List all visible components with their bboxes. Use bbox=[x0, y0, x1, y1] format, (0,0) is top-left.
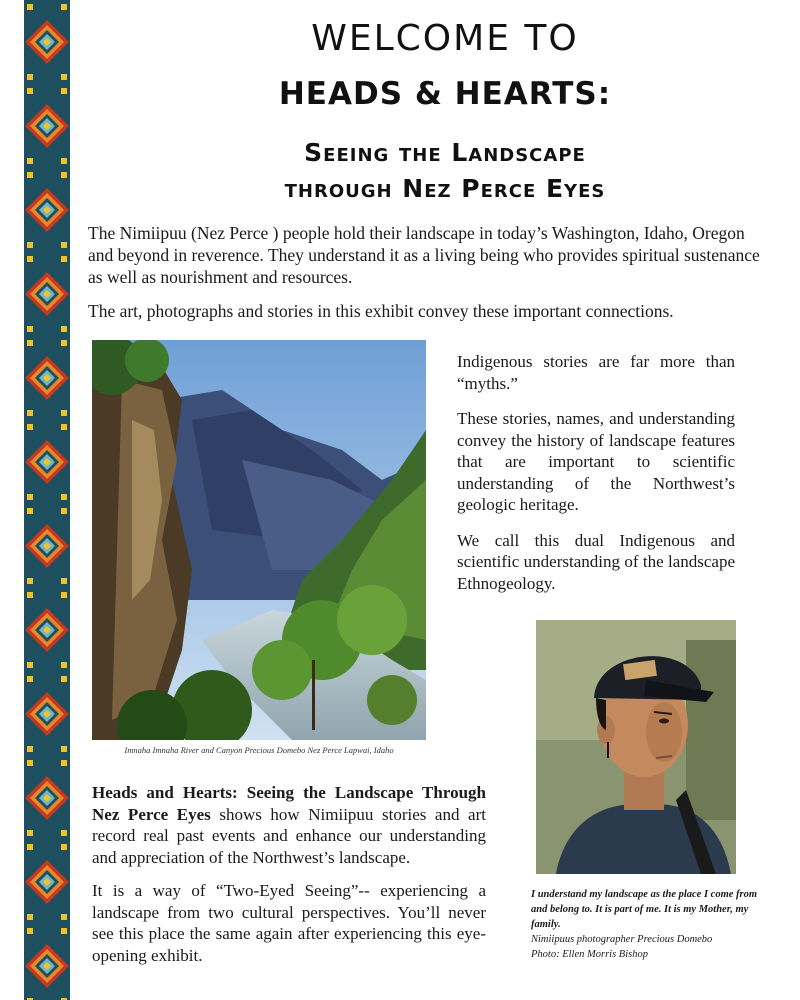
border-bead bbox=[61, 662, 67, 668]
right-paragraph-2: These stories, names, and understanding convey the history of landscape features that are important to scientific understanding of the Northwest’s geologic heritage. bbox=[457, 409, 735, 514]
border-bead bbox=[27, 88, 33, 94]
border-bead bbox=[61, 340, 67, 346]
border-bead bbox=[27, 172, 33, 178]
border-bead bbox=[61, 172, 67, 178]
border-bead bbox=[61, 4, 67, 10]
border-bead bbox=[27, 424, 33, 430]
bottom-paragraph-1 bbox=[92, 782, 486, 868]
portrait-image bbox=[536, 620, 736, 874]
border-bead bbox=[27, 74, 33, 80]
river-canyon-image bbox=[92, 340, 426, 740]
portrait-credit-photo: Photo: Ellen Morris Bishop bbox=[531, 949, 648, 960]
ethnogeology-text bbox=[457, 351, 735, 608]
border-bead bbox=[61, 746, 67, 752]
border-bead bbox=[27, 760, 33, 766]
border-bead bbox=[61, 914, 67, 920]
border-bead bbox=[27, 4, 33, 10]
border-bead bbox=[27, 746, 33, 752]
border-bead bbox=[27, 508, 33, 514]
right-paragraph-1: Indigenous stories are far more than “myths.” bbox=[457, 352, 735, 393]
portrait-quote: I understand my landscape as the place I come from and belong to. It is part of me. It is my Mother, my family. bbox=[531, 889, 758, 930]
portrait-photo bbox=[536, 620, 736, 874]
border-bead bbox=[27, 914, 33, 920]
border-bead bbox=[27, 242, 33, 248]
bottom-paragraph-1-rest: shows how Nimiipuu stories and art record real past events and enhance our understanding and appreciation of the Northwest’s landscape. bbox=[92, 804, 486, 867]
border-bead bbox=[27, 928, 33, 934]
intro-text bbox=[88, 222, 760, 334]
border-bead bbox=[61, 508, 67, 514]
subtitle-line-2: through Nez Perce Eyes bbox=[284, 174, 606, 203]
border-bead bbox=[61, 88, 67, 94]
border-bead bbox=[61, 844, 67, 850]
border-bead bbox=[61, 242, 67, 248]
exhibit-title: HEADS & HEARTS: bbox=[278, 76, 612, 112]
border-bead bbox=[61, 256, 67, 262]
border-bead bbox=[61, 830, 67, 836]
portrait-caption bbox=[531, 887, 761, 962]
border-bead bbox=[61, 494, 67, 500]
border-bead bbox=[27, 578, 33, 584]
border-bead bbox=[27, 326, 33, 332]
border-bead bbox=[61, 410, 67, 416]
river-photo-caption: Imnaha Imnaha River and Canyon Precious Domebo Nez Perce Lapwai, Idaho bbox=[124, 745, 394, 755]
exhibit-name-lead: Heads and Hearts: Seeing the Landscape Through Nez Perce Eyes bbox=[92, 783, 486, 824]
border-bead bbox=[27, 340, 33, 346]
border-bead bbox=[61, 424, 67, 430]
border-bead bbox=[27, 662, 33, 668]
right-paragraph-3: We call this dual Indigenous and scientific understanding of the landscape Ethnogeology. bbox=[457, 530, 735, 593]
intro-paragraph-2: The art, photographs and stories in this exhibit convey these important connections. bbox=[88, 301, 674, 321]
border-bead bbox=[61, 676, 67, 682]
border-bead bbox=[61, 326, 67, 332]
beaded-pattern bbox=[24, 0, 70, 1000]
exhibit-description bbox=[92, 782, 486, 978]
border-bead bbox=[61, 74, 67, 80]
border-bead bbox=[61, 760, 67, 766]
border-bead bbox=[27, 410, 33, 416]
border-bead bbox=[27, 592, 33, 598]
bottom-paragraph-2: It is a way of “Two-Eyed Seeing”-- experiencing a landscape from two cultural perspectives. You’ll never see this place the same again after experiencing this eye-opening exhibit. bbox=[92, 881, 486, 965]
border-bead bbox=[61, 578, 67, 584]
welcome-heading: WELCOME TO bbox=[311, 18, 579, 59]
border-bead bbox=[27, 256, 33, 262]
border-bead bbox=[27, 676, 33, 682]
border-bead bbox=[27, 158, 33, 164]
subtitle-line-1: Seeing the Landscape bbox=[304, 138, 586, 167]
exhibit-subtitle bbox=[90, 135, 800, 207]
border-bead bbox=[27, 844, 33, 850]
border-bead bbox=[27, 494, 33, 500]
border-bead bbox=[61, 928, 67, 934]
river-canyon-photo bbox=[92, 340, 426, 740]
border-bead bbox=[61, 158, 67, 164]
border-bead bbox=[27, 830, 33, 836]
portrait-credit-photographer: Nimiipuus photographer Precious Domebo bbox=[531, 934, 713, 945]
beaded-border bbox=[24, 0, 70, 1000]
intro-paragraph-1: The Nimiipuu (Nez Perce ) people hold their landscape in today’s Washington, Idaho, Oregon and beyond in reverence. They understand it as a living being who provides spiritual sustenance as well as nourishment and resources. bbox=[88, 223, 760, 287]
border-bead bbox=[61, 592, 67, 598]
